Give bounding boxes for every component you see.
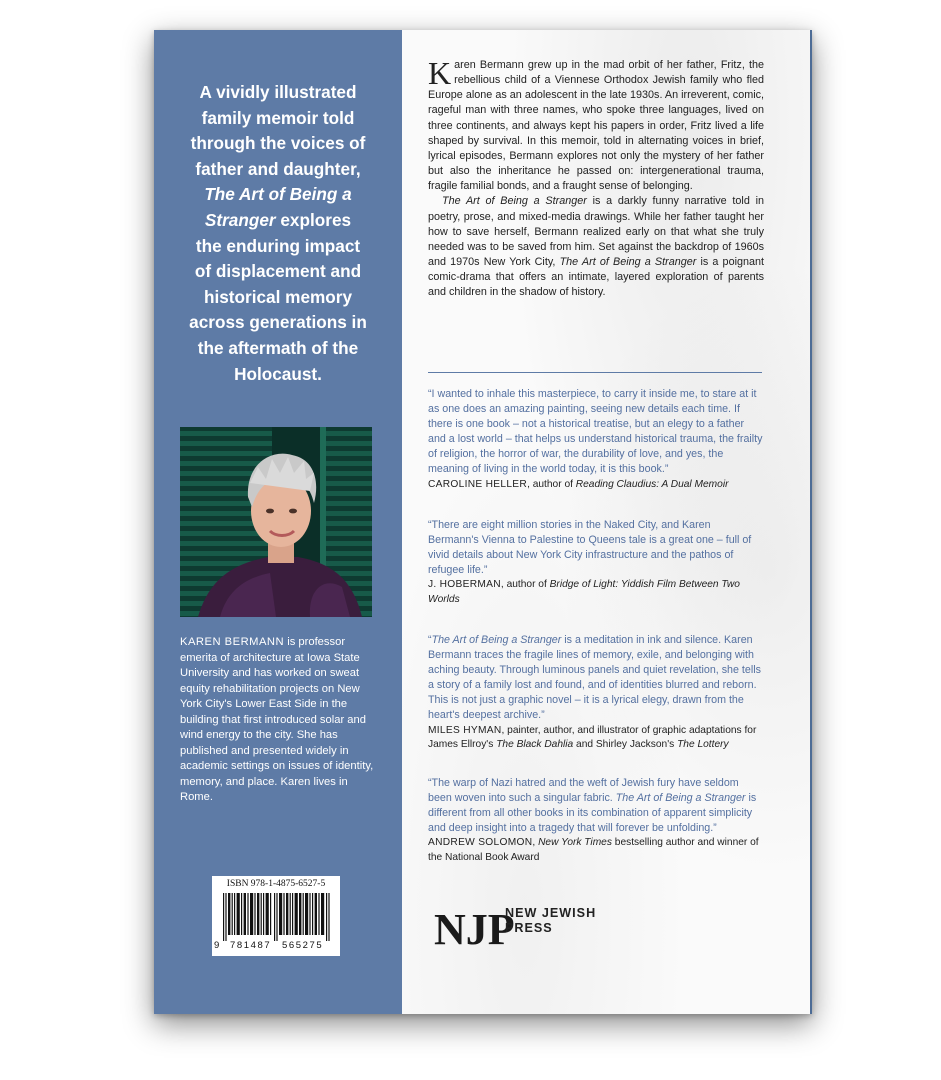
tagline (164, 80, 392, 387)
attribution-text: , author of (527, 478, 576, 490)
quote-mark: “ (428, 634, 432, 646)
attribution-text: , (532, 837, 539, 849)
book-back-cover (154, 30, 812, 1014)
attribution-text: bestselling author and winner of the National Book Award (428, 837, 759, 864)
attribution-text: , painter, author, and illustrator of graphic adaptations for James Ellroy's (428, 724, 757, 751)
tagline-line: A vividly illustrated (199, 82, 357, 102)
endorsement-text (428, 776, 764, 836)
isbn-digit-left: 781487 (230, 940, 272, 951)
publisher-name (505, 906, 596, 936)
njp-logo-mark (434, 902, 515, 960)
book-title: The Art of Being a Stranger (431, 634, 562, 646)
tagline-book-title: Stranger (204, 209, 276, 230)
right-panel (402, 30, 812, 1014)
endorser-name: J. HOBERMAN (428, 579, 501, 591)
book-title: The Art of Being a Stranger (442, 195, 587, 208)
endorsement (428, 776, 764, 866)
publisher-name-line: NEW JEWISH (505, 906, 597, 920)
tagline-line: the enduring impact (195, 235, 361, 256)
tagline-line: family memoir told (201, 107, 355, 128)
endorser-name: MILES HYMAN (428, 724, 502, 736)
tagline-line: historical memory (203, 286, 353, 307)
endorsement (428, 518, 764, 608)
attribution-text: and Shirley Jackson's (573, 739, 678, 751)
endorser-book-title: The Lottery (677, 739, 729, 751)
endorser-name: CAROLINE HELLER (428, 478, 528, 490)
description-text: is a poignant comic-drama that offers an intimate, layered exploration of parents and children in the shadow of history. (428, 256, 764, 299)
endorser-publication: New York Times (538, 837, 612, 849)
left-panel (154, 30, 402, 1014)
endorsement-text: “There are eight million stories in the Naked City, and Karen Bermann's Vienna to Palestine to Queens tale is a great one – full of vivid details about New York City infrastructure and the pathos of refugee life.” (428, 519, 752, 577)
endorser-book-title: Bridge of Light: Yiddish Film Between Two Worlds (428, 579, 740, 606)
endorsement-body: is different from all other books in its combination of apparent simplicity and deep insight into a tragedy that will forever be unfolding.” (428, 792, 757, 835)
author-name: KAREN BERMANN (180, 636, 285, 648)
logo-letters: NJP (434, 905, 515, 954)
drop-cap: K (428, 55, 452, 91)
isbn-label: ISBN 978-1-4875-6527-5 (226, 879, 326, 889)
tagline-line: of displacement and (194, 261, 362, 282)
endorsement-body: is a meditation in ink and silence. Karen Bermann traces the fragile lines of memory, exile, and belonging with aching beauty. Through luminous panels and quiet revelation, she tells a story of a family lost and found, and of identities blurred and reborn. This is not just a graphic novel – it is a lyrical elegy, drawn from the heart's deepest archive.” (428, 634, 761, 722)
endorser-name: ANDREW SOLOMON (428, 837, 533, 849)
tagline-line: father and daughter, (195, 158, 361, 179)
endorsement (428, 633, 764, 753)
description-paragraph (428, 194, 764, 300)
tagline-line: Holocaust. (234, 363, 322, 384)
isbn-digit-lead: 9 (214, 940, 220, 951)
description-text: aren Bermann grew up in the mad orbit of her father, Fritz, the rebellious child of a Viennese Orthodox Jewish family who fled Europe alone as an adolescent in the late 1930s. An irreverent, comic, rageful man with three names, who spoke three languages, lived on three continents, and always kept his papers in order, Fritz lived a life shaped by survival. In this memoir, told in alternating voices in brief, lyrical episodes, Bermann explores not only the mystery of her father but also the inheritance he passed on: intergenerational trauma, fragile familial bonds, and a fraught sense of belonging. (428, 59, 764, 193)
author-bio (180, 635, 378, 806)
tagline-line: through the voices of (190, 133, 366, 154)
book-title: The Art of Being a Stranger (559, 256, 697, 269)
endorsement (428, 387, 764, 492)
endorsement-attribution (428, 478, 764, 493)
endorsement-attribution (428, 578, 764, 608)
endorsement-attribution (428, 724, 764, 754)
author-bio-text: is professor emerita of architecture at Iowa State University and has worked on sweat equity rehabilitation projects on New York City's Lower East Side in the building that first introduced solar and wind energy to the city. She has published and presented widely in academic settings on issues of identity, memory, and place. Karen lives in Rome. (180, 636, 374, 803)
endorsement-attribution (428, 836, 764, 866)
cover-edge (810, 30, 812, 1014)
book-title: The Art of Being a Stranger (615, 792, 746, 805)
tagline-book-title: The Art of Being a (204, 184, 352, 205)
endorsement-text (428, 633, 764, 724)
tagline-line: across generations in (189, 312, 367, 333)
endorsement-body: “The warp of Nazi hatred and the weft of Jewish fury have seldom been woven into such a singular fabric. (428, 777, 739, 805)
description-paragraph (428, 55, 764, 194)
barcode-bars (221, 893, 333, 941)
isbn-digit-right: 565275 (282, 940, 324, 951)
description-text: is a darkly funny narrative told in poetry, prose, and mixed-media drawings. While her father taught her how to save herself, Bermann realized early on that what she truly needed was to be saved from him. Set against the backdrop of 1960s and 1970s New York City, (428, 195, 764, 269)
book-description (428, 55, 764, 301)
author-photo (180, 427, 372, 617)
tagline-line: the aftermath of the (197, 337, 359, 358)
publisher-name-line: PRESS (505, 921, 553, 935)
attribution-text: , author of (500, 579, 550, 591)
tagline-line: explores (275, 209, 352, 230)
endorser-book-title: The Black Dahlia (496, 739, 574, 751)
endorser-book-title: Reading Claudius: A Dual Memoir (575, 478, 729, 490)
divider (428, 372, 762, 373)
isbn-barcode (212, 876, 340, 956)
endorsement-text: “I wanted to inhale this masterpiece, to carry it inside me, to stare at it as one does an amazing painting, seeing new details each time. If there is one book – not a historical treatise, but an elegy to a father and a lost world – that helps us understand historical trauma, the frailty of religion, the horror of war, the durability of love, and yes, the meaning of living in the world today, it is this book.” (428, 388, 763, 476)
